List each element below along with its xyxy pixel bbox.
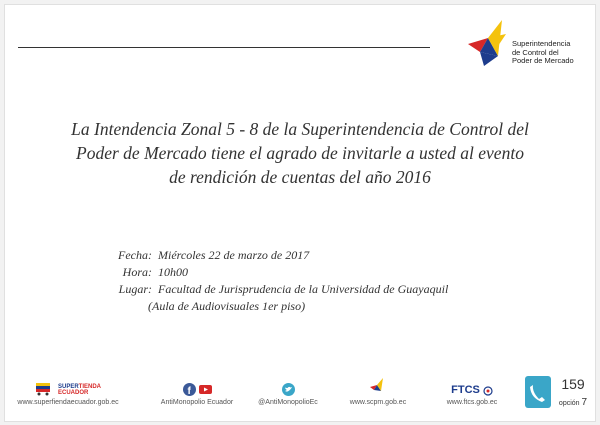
date-label: Fecha: <box>118 248 152 262</box>
hotline-option-number: 7 <box>581 397 588 408</box>
place-row-2 <box>112 298 532 315</box>
place-value: Facultad de Jurisprudencia de la Universidad de Guayaquil <box>158 282 449 296</box>
facebook-icon[interactable] <box>183 383 196 396</box>
twitter-label: @AntiMonopolioEc <box>258 399 318 406</box>
bird-icon <box>462 12 510 70</box>
logo-text-line3: Poder de Mercado <box>512 56 574 65</box>
scpm-url[interactable]: www.scpm.gob.ec <box>349 399 407 406</box>
svg-text:f: f <box>187 386 191 396</box>
date-row <box>112 247 532 264</box>
date-value: Miércoles 22 de marzo de 2017 <box>158 248 310 262</box>
youtube-icon[interactable] <box>199 383 212 396</box>
footer-twitter[interactable] <box>248 370 328 416</box>
hotline-number-box <box>555 376 591 408</box>
ftcs-seal-icon <box>483 386 493 396</box>
supercias-word3: ECUADOR <box>57 390 89 396</box>
ftcs-url[interactable]: www.ftcs.gob.ec <box>446 399 498 406</box>
phone-badge <box>525 376 551 408</box>
hotline-number: 159 <box>561 376 585 392</box>
logo-text-line2: de Control del <box>512 47 559 57</box>
footer-scpm[interactable] <box>338 370 418 416</box>
phone-icon <box>525 376 551 408</box>
time-label: Hora: <box>122 265 152 279</box>
logo-text-line1: Superintendencia <box>512 39 571 48</box>
scpm-bird-icon <box>368 376 388 396</box>
time-row <box>112 264 532 281</box>
hotline-option <box>558 397 588 408</box>
invitation-message: La Intendencia Zonal 5 - 8 de la Superintendencia de Control del Poder de Mercado tiene el agrado de invitarle a usted al evento de rendición de cuentas del año 2016 <box>71 119 529 187</box>
time-value: 10h00 <box>158 265 188 279</box>
hotline-option-label: opción <box>558 400 580 407</box>
event-details <box>112 247 532 315</box>
supercias-url[interactable]: www.superfiendaecuador.gob.ec <box>17 399 119 406</box>
footer <box>4 370 594 420</box>
cart-icon <box>35 380 55 396</box>
scpm-logo <box>462 12 592 74</box>
place-label: Lugar: <box>118 282 152 296</box>
place-row <box>112 281 532 298</box>
social-label: AntiMonopolio Ecuador <box>160 399 234 406</box>
header-divider <box>18 47 430 48</box>
footer-social[interactable] <box>152 370 242 416</box>
footer-ftcs[interactable] <box>432 370 512 416</box>
supercias-word2: TIENDA <box>78 384 101 390</box>
footer-supercias[interactable] <box>8 370 128 416</box>
ftcs-logo: FTCS <box>451 384 480 396</box>
twitter-icon[interactable] <box>282 383 295 396</box>
place-value-2: (Aula de Audiovisuales 1er piso) <box>148 299 306 313</box>
supercias-word1: SUPER <box>57 384 79 390</box>
